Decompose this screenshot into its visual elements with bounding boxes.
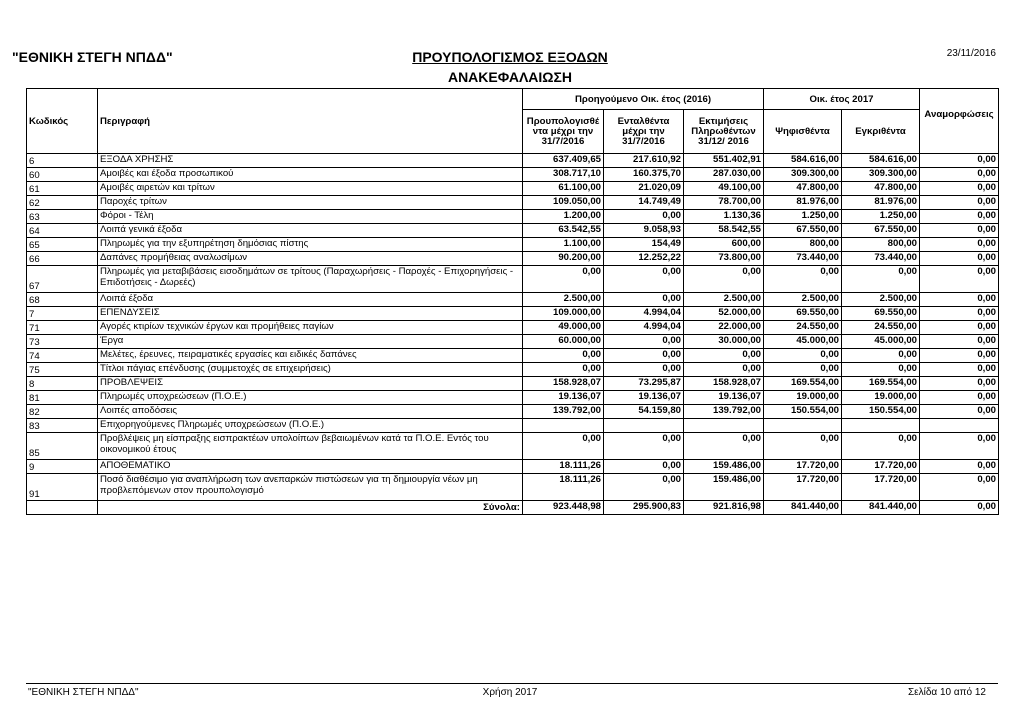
row-revisions: 0,00 (920, 293, 999, 307)
row-description: Φόροι - Τέλη (98, 210, 523, 224)
row-voted: 150.554,00 (764, 405, 842, 419)
row-revisions (920, 419, 999, 433)
row-budgeted: 158.928,07 (523, 377, 604, 391)
row-approved: 800,00 (842, 238, 920, 252)
row-approved: 309.300,00 (842, 168, 920, 182)
row-budgeted (523, 419, 604, 433)
row-revisions: 0,00 (920, 224, 999, 238)
row-budgeted: 1.200,00 (523, 210, 604, 224)
row-revisions: 0,00 (920, 266, 999, 293)
row-committed: 0,00 (604, 433, 684, 460)
row-voted: 584.616,00 (764, 154, 842, 168)
row-committed: 14.749,49 (604, 196, 684, 210)
row-budgeted: 637.409,65 (523, 154, 604, 168)
table-row (27, 391, 999, 405)
row-voted: 67.550,00 (764, 224, 842, 238)
row-code: 82 (27, 405, 98, 419)
row-description: ΑΠΟΘΕΜΑΤΙΚΟ (98, 460, 523, 474)
row-code: 68 (27, 293, 98, 307)
row-committed: 217.610,92 (604, 154, 684, 168)
table-row (27, 168, 999, 182)
row-approved: 0,00 (842, 266, 920, 293)
row-revisions: 0,00 (920, 154, 999, 168)
row-voted: 800,00 (764, 238, 842, 252)
row-approved: 0,00 (842, 363, 920, 377)
row-budgeted: 0,00 (523, 349, 604, 363)
row-estimated: 0,00 (684, 266, 764, 293)
row-voted: 309.300,00 (764, 168, 842, 182)
table-row (27, 224, 999, 238)
row-budgeted: 0,00 (523, 266, 604, 293)
row-revisions: 0,00 (920, 474, 999, 501)
row-committed: 154,49 (604, 238, 684, 252)
row-committed: 19.136,07 (604, 391, 684, 405)
row-voted: 0,00 (764, 266, 842, 293)
row-voted: 73.440,00 (764, 252, 842, 266)
row-voted: 19.000,00 (764, 391, 842, 405)
organization-name: "ΕΘΝΙΚΗ ΣΤΕΓΗ ΝΠΔΔ" (12, 49, 173, 65)
row-budgeted: 0,00 (523, 433, 604, 460)
row-committed: 21.020,09 (604, 182, 684, 196)
row-description: Λοιπά γενικά έξοδα (98, 224, 523, 238)
row-approved: 47.800,00 (842, 182, 920, 196)
row-estimated: 2.500,00 (684, 293, 764, 307)
row-committed: 0,00 (604, 293, 684, 307)
table-row (27, 210, 999, 224)
row-code: 63 (27, 210, 98, 224)
footer-fiscal-use: Χρήση 2017 (482, 687, 538, 698)
budget-table (26, 88, 999, 515)
row-description: Λοιπές αποδόσεις (98, 405, 523, 419)
row-description: Αμοιβές και έξοδα προσωπικού (98, 168, 523, 182)
row-estimated: 158.928,07 (684, 377, 764, 391)
row-code: 6 (27, 154, 98, 168)
row-approved: 19.000,00 (842, 391, 920, 405)
column-group-previous-year: Προηγούμενο Οικ. έτος (2016) (523, 89, 764, 110)
row-committed: 54.159,80 (604, 405, 684, 419)
row-description: Ποσό διαθέσιμο για αναπλήρωση των ανεπαρκών πιστώσεων για τη δημιουργία νέων μη προβλεπόμενων στον προυπολογισμό (98, 474, 523, 501)
row-committed: 0,00 (604, 474, 684, 501)
table-row (27, 377, 999, 391)
row-approved: 150.554,00 (842, 405, 920, 419)
column-header-description: Περιγραφή (98, 89, 523, 154)
row-approved: 73.440,00 (842, 252, 920, 266)
row-budgeted: 90.200,00 (523, 252, 604, 266)
row-description: ΕΠΕΝΔΥΣΕΙΣ (98, 307, 523, 321)
row-estimated (684, 419, 764, 433)
row-budgeted: 63.542,55 (523, 224, 604, 238)
row-code: 66 (27, 252, 98, 266)
row-voted: 24.550,00 (764, 321, 842, 335)
row-estimated: 139.792,00 (684, 405, 764, 419)
table-row (27, 419, 999, 433)
row-description: Αμοιβές αιρετών και τρίτων (98, 182, 523, 196)
column-group-current-year: Οικ. έτος 2017 (764, 89, 920, 110)
row-committed: 0,00 (604, 335, 684, 349)
row-description: Μελέτες, έρευνες, πειραματικές εργασίες και ειδικές δαπάνες (98, 349, 523, 363)
row-estimated: 49.100,00 (684, 182, 764, 196)
row-revisions: 0,00 (920, 252, 999, 266)
row-description: Αγορές κτιρίων τεχνικών έργων και προμήθειες παγίων (98, 321, 523, 335)
table-row (27, 474, 999, 501)
footer-page-number: Σελίδα 10 από 12 (907, 687, 986, 698)
row-code: 91 (27, 474, 98, 501)
total-revisions: 0,00 (920, 501, 999, 515)
table-row (27, 460, 999, 474)
row-code: 61 (27, 182, 98, 196)
row-approved: 17.720,00 (842, 460, 920, 474)
table-row (27, 252, 999, 266)
row-approved: 67.550,00 (842, 224, 920, 238)
column-header-voted: Ψηφισθέντα (764, 110, 842, 154)
row-revisions: 0,00 (920, 210, 999, 224)
row-committed: 12.252,22 (604, 252, 684, 266)
row-estimated: 287.030,00 (684, 168, 764, 182)
row-code: 71 (27, 321, 98, 335)
row-approved: 1.250,00 (842, 210, 920, 224)
row-estimated: 0,00 (684, 433, 764, 460)
row-voted (764, 419, 842, 433)
table-row (27, 363, 999, 377)
totals-row (27, 501, 999, 515)
row-approved: 17.720,00 (842, 474, 920, 501)
row-budgeted: 308.717,10 (523, 168, 604, 182)
row-description: Λοιπά έξοδα (98, 293, 523, 307)
row-revisions: 0,00 (920, 405, 999, 419)
row-code: 81 (27, 391, 98, 405)
row-estimated: 30.000,00 (684, 335, 764, 349)
row-revisions: 0,00 (920, 363, 999, 377)
row-code: 67 (27, 266, 98, 293)
row-estimated: 52.000,00 (684, 307, 764, 321)
row-estimated: 0,00 (684, 349, 764, 363)
column-header-revisions: Αναμορφώσεις (920, 89, 999, 154)
row-estimated: 0,00 (684, 363, 764, 377)
row-committed: 0,00 (604, 349, 684, 363)
table-row (27, 335, 999, 349)
row-approved (842, 419, 920, 433)
row-voted: 17.720,00 (764, 474, 842, 501)
row-budgeted: 19.136,07 (523, 391, 604, 405)
column-header-budgeted: Προυπολογισθέ ντα μέχρι την 31/7/2016 (523, 110, 604, 154)
row-revisions: 0,00 (920, 168, 999, 182)
row-budgeted: 109.050,00 (523, 196, 604, 210)
footer-divider (26, 683, 998, 684)
row-voted: 169.554,00 (764, 377, 842, 391)
row-approved: 45.000,00 (842, 335, 920, 349)
row-budgeted: 0,00 (523, 363, 604, 377)
table-row (27, 307, 999, 321)
table-row (27, 196, 999, 210)
row-voted: 1.250,00 (764, 210, 842, 224)
row-committed: 0,00 (604, 363, 684, 377)
row-revisions: 0,00 (920, 307, 999, 321)
total-voted: 841.440,00 (764, 501, 842, 515)
column-header-estimated: Εκτιμήσεις Πληρωθέντων 31/12/ 2016 (684, 110, 764, 154)
row-estimated: 78.700,00 (684, 196, 764, 210)
row-approved: 0,00 (842, 349, 920, 363)
row-code: 62 (27, 196, 98, 210)
row-budgeted: 49.000,00 (523, 321, 604, 335)
row-description: Πληρωμές για μεταβιβάσεις εισοδημάτων σε τρίτους (Παραχωρήσεις - Παροχές - Επιχορηγήσεις - Επιδοτήσεις - Δωρεές) (98, 266, 523, 293)
row-description: Τίτλοι πάγιας επένδυσης (συμμετοχές σε επιχειρήσεις) (98, 363, 523, 377)
row-budgeted: 1.100,00 (523, 238, 604, 252)
row-estimated: 1.130,36 (684, 210, 764, 224)
total-budgeted: 923.448,98 (523, 501, 604, 515)
row-budgeted: 2.500,00 (523, 293, 604, 307)
row-voted: 0,00 (764, 433, 842, 460)
row-committed: 160.375,70 (604, 168, 684, 182)
row-committed: 73.295,87 (604, 377, 684, 391)
row-committed: 0,00 (604, 266, 684, 293)
row-revisions: 0,00 (920, 433, 999, 460)
row-code: 65 (27, 238, 98, 252)
row-voted: 69.550,00 (764, 307, 842, 321)
report-date: 23/11/2016 (946, 48, 996, 59)
row-approved: 24.550,00 (842, 321, 920, 335)
table-row (27, 238, 999, 252)
row-revisions: 0,00 (920, 349, 999, 363)
row-description: Επιχορηγούμενες Πληρωμές υποχρεώσεων (Π.Ο.Ε.) (98, 419, 523, 433)
row-budgeted: 109.000,00 (523, 307, 604, 321)
row-approved: 69.550,00 (842, 307, 920, 321)
row-approved: 2.500,00 (842, 293, 920, 307)
column-header-code: Κωδικός (27, 89, 98, 154)
row-voted: 17.720,00 (764, 460, 842, 474)
table-row (27, 405, 999, 419)
row-code: 60 (27, 168, 98, 182)
table-row (27, 433, 999, 460)
row-voted: 47.800,00 (764, 182, 842, 196)
row-description: Έργα (98, 335, 523, 349)
row-revisions: 0,00 (920, 196, 999, 210)
row-budgeted: 61.100,00 (523, 182, 604, 196)
table-row (27, 321, 999, 335)
row-estimated: 159.486,00 (684, 474, 764, 501)
row-voted: 81.976,00 (764, 196, 842, 210)
row-approved: 169.554,00 (842, 377, 920, 391)
row-description: Πληρωμές υποχρεώσεων (Π.Ο.Ε.) (98, 391, 523, 405)
row-description: Προβλέψεις μη είσπραξης εισπρακτέων υπολοίπων βεβαιωμένων κατά τα Π.Ο.Ε. Εντός του οικονομικού έτους (98, 433, 523, 460)
row-revisions: 0,00 (920, 377, 999, 391)
row-code: 7 (27, 307, 98, 321)
row-code: 74 (27, 349, 98, 363)
row-code: 73 (27, 335, 98, 349)
row-estimated: 73.800,00 (684, 252, 764, 266)
row-code: 85 (27, 433, 98, 460)
row-budgeted: 139.792,00 (523, 405, 604, 419)
row-budgeted: 18.111,26 (523, 460, 604, 474)
table-row (27, 349, 999, 363)
row-committed: 4.994,04 (604, 307, 684, 321)
total-committed: 295.900,83 (604, 501, 684, 515)
row-description: Παροχές τρίτων (98, 196, 523, 210)
row-approved: 584.616,00 (842, 154, 920, 168)
row-description: ΕΞΟΔΑ ΧΡΗΣΗΣ (98, 154, 523, 168)
table-row (27, 266, 999, 293)
row-estimated: 58.542,55 (684, 224, 764, 238)
row-revisions: 0,00 (920, 238, 999, 252)
row-approved: 0,00 (842, 433, 920, 460)
row-approved: 81.976,00 (842, 196, 920, 210)
row-committed (604, 419, 684, 433)
row-voted: 2.500,00 (764, 293, 842, 307)
row-code: 83 (27, 419, 98, 433)
page-subtitle: ΑΝΑΚΕΦΑΛΑΙΩΣΗ (447, 69, 573, 85)
totals-label: Σύνολα: (98, 501, 523, 515)
row-revisions: 0,00 (920, 460, 999, 474)
row-code: 75 (27, 363, 98, 377)
row-budgeted: 60.000,00 (523, 335, 604, 349)
row-estimated: 22.000,00 (684, 321, 764, 335)
row-committed: 0,00 (604, 460, 684, 474)
row-description: Πληρωμές για την εξυπηρέτηση δημόσιας πίστης (98, 238, 523, 252)
row-committed: 9.058,93 (604, 224, 684, 238)
total-approved: 841.440,00 (842, 501, 920, 515)
table-row (27, 293, 999, 307)
row-estimated: 551.402,91 (684, 154, 764, 168)
table-row (27, 182, 999, 196)
row-voted: 0,00 (764, 349, 842, 363)
row-voted: 0,00 (764, 363, 842, 377)
row-revisions: 0,00 (920, 391, 999, 405)
row-estimated: 19.136,07 (684, 391, 764, 405)
row-description: ΠΡΟΒΛΕΨΕΙΣ (98, 377, 523, 391)
row-code: 9 (27, 460, 98, 474)
row-code: 8 (27, 377, 98, 391)
page-title: ΠΡΟΥΠΟΛΟΓΙΣΜΟΣ ΕΞΟΔΩΝ (412, 49, 608, 65)
row-committed: 0,00 (604, 210, 684, 224)
total-estimated: 921.816,98 (684, 501, 764, 515)
row-budgeted: 18.111,26 (523, 474, 604, 501)
row-estimated: 600,00 (684, 238, 764, 252)
row-description: Δαπάνες προμήθειας αναλωσίμων (98, 252, 523, 266)
row-code: 64 (27, 224, 98, 238)
row-revisions: 0,00 (920, 182, 999, 196)
column-header-approved: Εγκριθέντα (842, 110, 920, 154)
row-revisions: 0,00 (920, 321, 999, 335)
footer-organization: "ΕΘΝΙΚΗ ΣΤΕΓΗ ΝΠΔΔ" (28, 687, 139, 698)
table-row (27, 154, 999, 168)
row-revisions: 0,00 (920, 335, 999, 349)
row-committed: 4.994,04 (604, 321, 684, 335)
row-estimated: 159.486,00 (684, 460, 764, 474)
row-voted: 45.000,00 (764, 335, 842, 349)
column-header-committed: Ενταλθέντα μέχρι την 31/7/2016 (604, 110, 684, 154)
